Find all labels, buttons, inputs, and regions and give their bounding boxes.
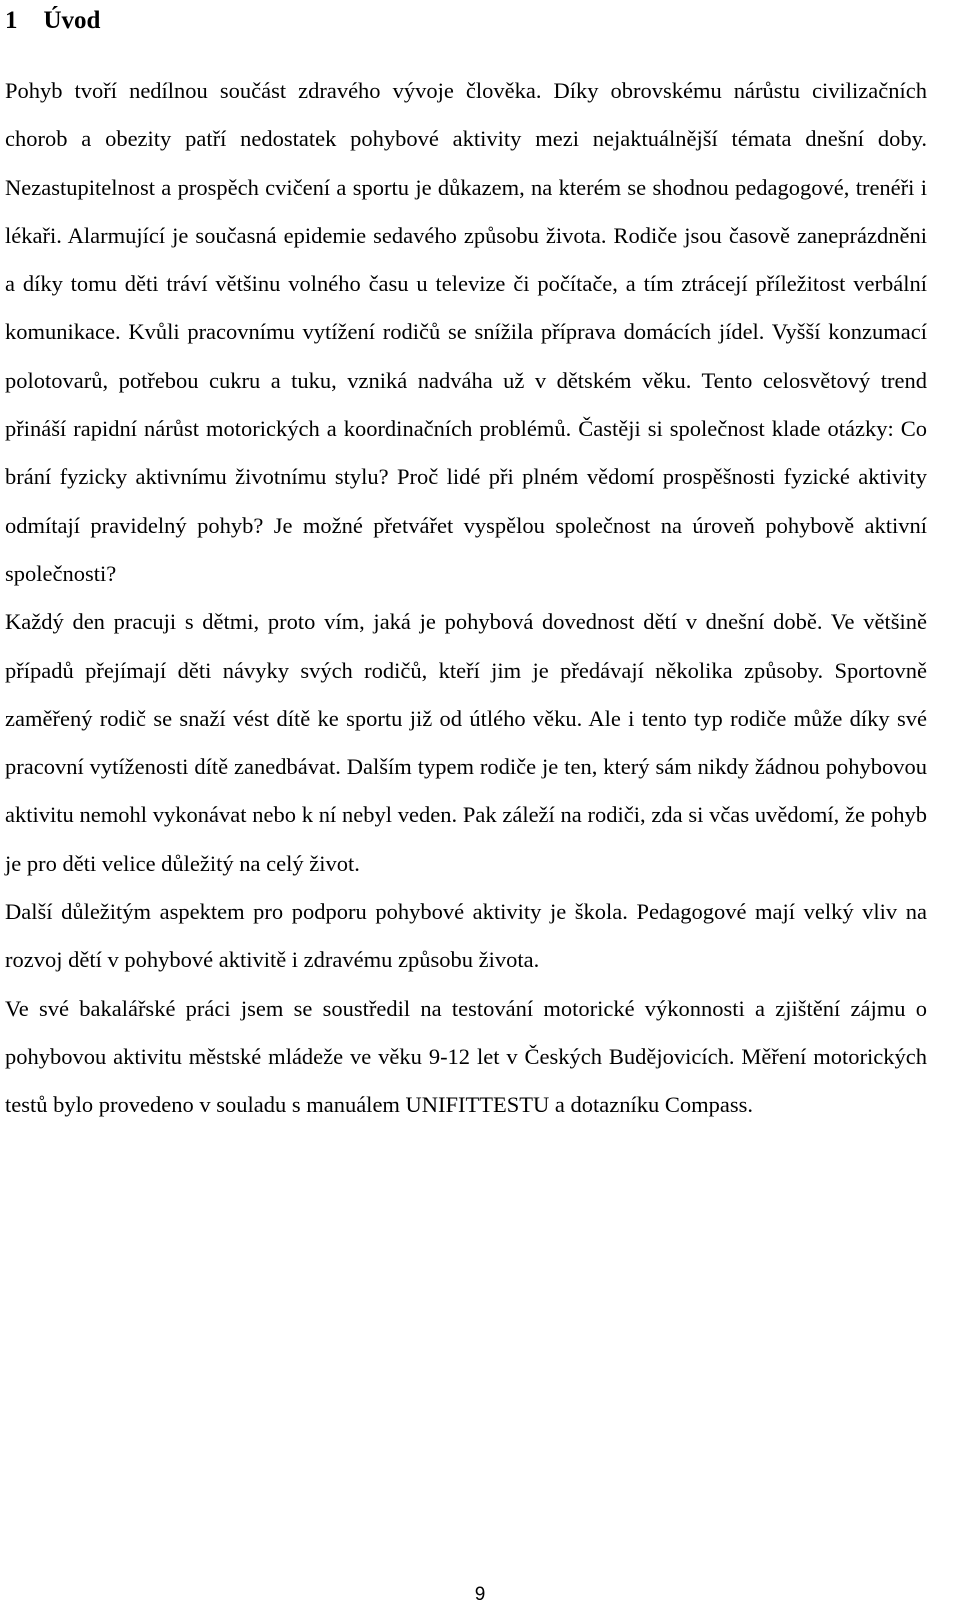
paragraph-intro: Pohyb tvoří nedílnou součást zdravého vývoje člověka. Díky obrovskému nárůstu civilizačních chorob a obezity patří nedostatek pohybové aktivity mezi nejaktuálnější témata dnešní doby. Nezastupitelnost a prospěch cvičení a sportu je důkazem, na kterém se shodnou pedagogové, trenéři i lékaři. Alarmující je současná epidemie sedavého způsobu života. Rodiče jsou časově zaneprázdněni a díky tomu děti tráví většinu volného času u televize či počítače, a tím ztrácejí příležitost verbální komunikace. Kvůli pracovnímu vytížení rodičů se snížila příprava domácích jídel. Vyšší konzumací polotovarů, potřebou cukru a tuku, vzniká nadváha už v dětském věku. Tento celosvětový trend přináší rapidní nárůst motorických a koordinačních problémů. Častěji si společnost klade otázky: Co brání fyzicky aktivnímu životnímu stylu? Proč lidé při plném vědomí prospěšnosti fyzické aktivity odmítají pravidelný pohyb? Je možné přetvářet vyspělou společnost na úroveň pohybově aktivní společnosti?	[5, 78, 927, 586]
page-number: 9	[474, 1584, 486, 1605]
paragraph-children: Každý den pracuji s dětmi, proto vím, jaká je pohybová dovednost dětí v dnešní době. Ve většině případů přejímají děti návyky svých rodičů, kteří jim je předávají několika způsoby. Sportovně zaměřený rodič se snaží vést dítě ke sportu již od útlého věku. Ale i tento typ rodiče může díky své pracovní vytíženosti dítě zanedbávat. Dalším typem rodiče je ten, který sám nikdy žádnou pohybovou aktivitu nemohl vykonávat nebo k ní nebyl veden. Pak záleží na rodiči, zda si včas uvědomí, že pohyb je pro děti velice důležitý na celý život.	[5, 609, 927, 876]
paragraph-school: Další důležitým aspektem pro podporu pohybové aktivity je škola. Pedagogové mají velký vliv na rozvoj dětí v pohybové aktivitě i zdravému způsobu života.	[5, 899, 927, 973]
section-title: Úvod	[43, 7, 101, 34]
section-heading	[5, 0, 927, 45]
paragraph-thesis-aim: Ve své bakalářské práci jsem se soustředil na testování motorické výkonnosti a zjištění zájmu o pohybovou aktivitu městské mládeže ve věku 9-12 let v Českých Budějovicích. Měření motorických testů bylo provedeno v souladu s manuálem UNIFITTESTU a dotazníku Compass.	[5, 995, 927, 1118]
section-number: 1	[5, 7, 18, 34]
document-page	[5, 0, 927, 1130]
